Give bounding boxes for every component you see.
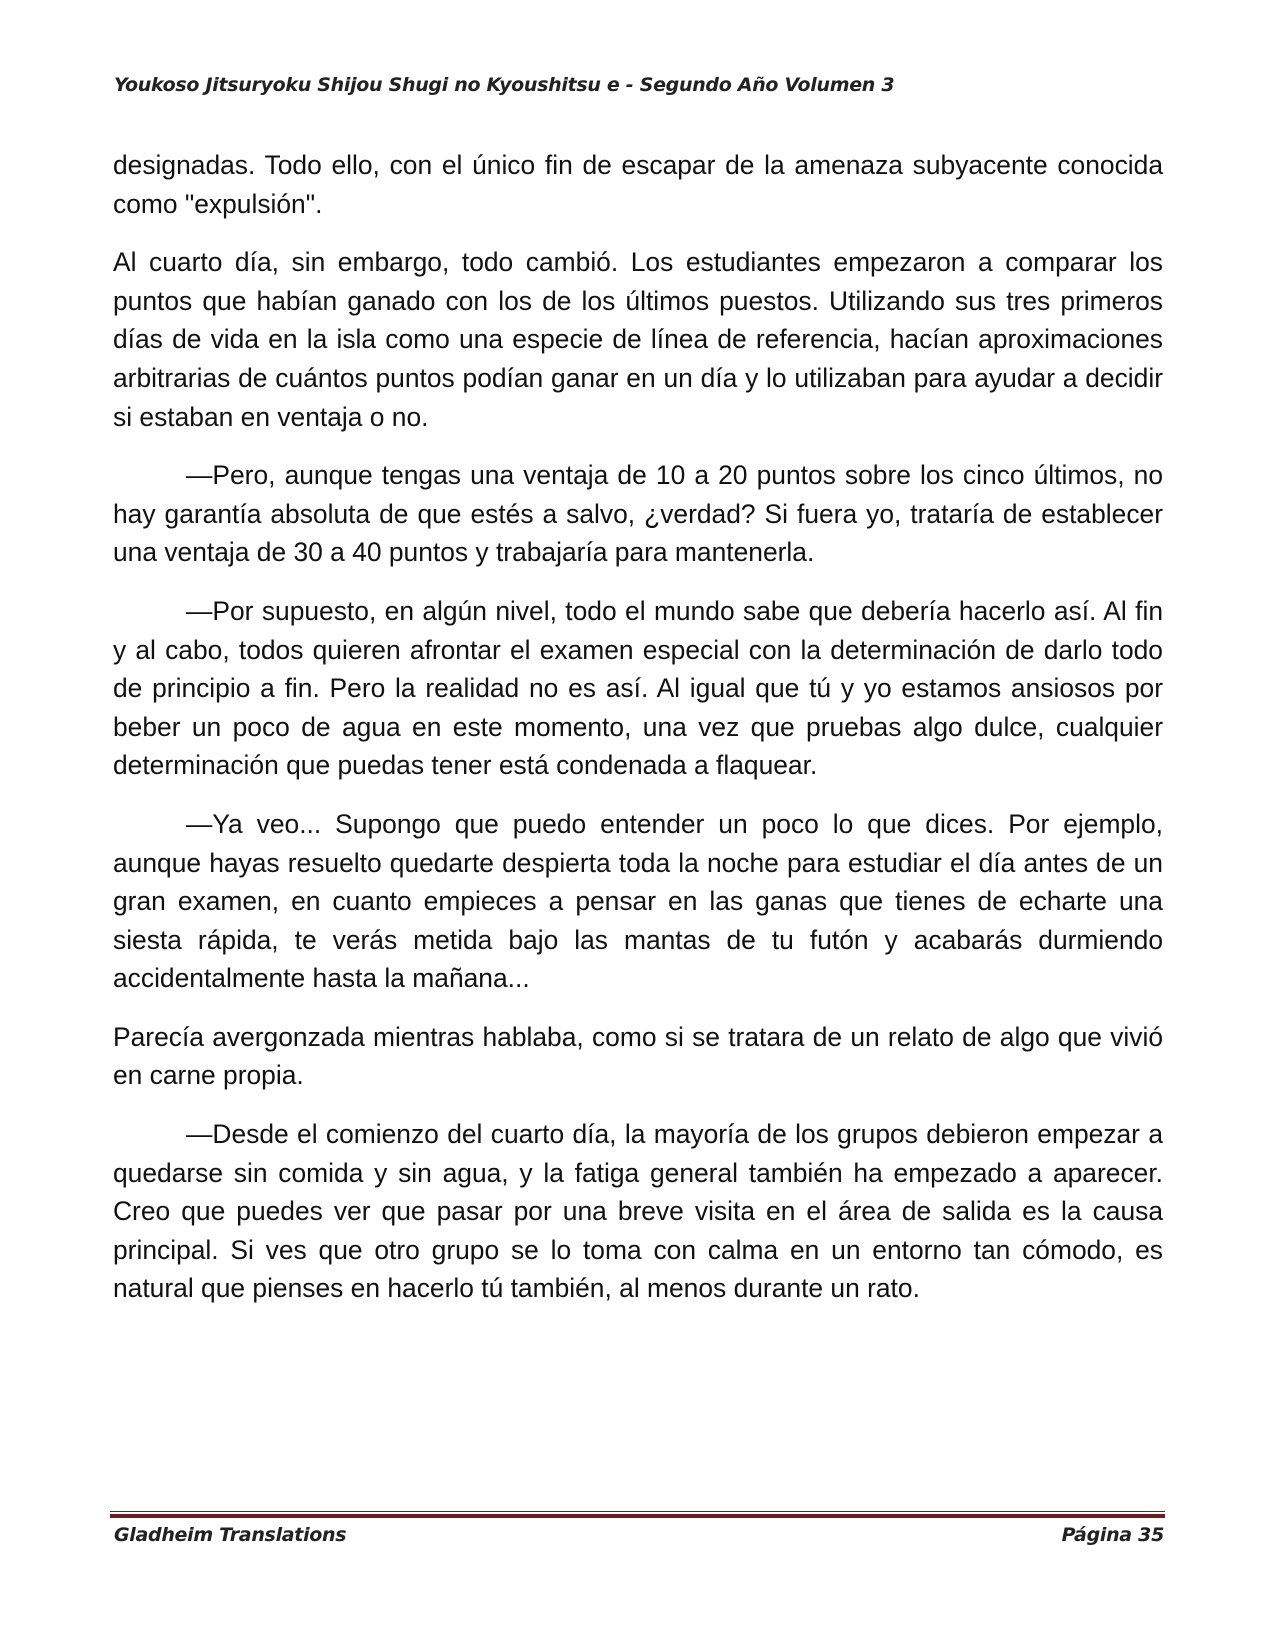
footer-divider-thick-line: [110, 1514, 1165, 1518]
dialog-paragraph: —Por supuesto, en algún nivel, todo el mundo sabe que debería hacerlo así. Al fin y al cabo, todos quieren afrontar el examen especial con la determinación de darlo todo de principio a fin. Pero la realidad no es así. Al igual que tú y yo estamos ansiosos por beber un poco de agua en este momento, una vez que pruebas algo dulce, cualquier determinación que puedas tener está condenada a flaquear.: [113, 595, 1163, 781]
paragraph: Parecía avergonzada mientras hablaba, como si se tratara de un relato de algo que vivió en carne propia.: [113, 1021, 1163, 1091]
paragraph: designadas. Todo ello, con el único fin de escapar de la amenaza subyacente conocida como "expulsión".: [113, 150, 1163, 219]
page-body: [113, 146, 1163, 1328]
paragraph: Al cuarto día, sin embargo, todo cambió. Los estudiantes empezaron a comparar los puntos que habían ganado con los de los últimos puestos. Utilizando sus tres primeros días de vida en la isla como una especie de línea de referencia, hacían aproximaciones arbitrarias de cuántos puntos podían ganar en un día y lo utilizaban para ayudar a decidir si estaban en ventaja o no.: [113, 247, 1163, 432]
footer-page-number: Página 35: [1061, 1524, 1164, 1546]
dialog-paragraph: —Ya veo... Supongo que puedo entender un poco lo que dices. Por ejemplo, aunque hayas resuelto quedarte despierta toda la noche para estudiar el día antes de un gran examen, en cuanto empieces a pensar en las ganas que tienes de echarte una siesta rápida, te verás metida bajo las mantas de tu futón y acabarás durmiendo accidentalmente hasta la mañana...: [113, 808, 1163, 994]
dialog-paragraph: —Desde el comienzo del cuarto día, la mayoría de los grupos debieron empezar a quedarse sin comida y sin agua, y la fatiga general también ha empezado a aparecer. Creo que puedes ver que pasar por una breve visita en el área de salida es la causa principal. Si ves que otro grupo se lo toma con calma en un entorno tan cómodo, es natural que pienses en hacerlo tú también, al menos durante un rato.: [113, 1119, 1163, 1304]
dialog-paragraph: —Pero, aunque tengas una ventaja de 10 a 20 puntos sobre los cinco últimos, no hay garantía absoluta de que estés a salvo, ¿verdad? Si fuera yo, trataría de establecer una ventaja de 30 a 40 puntos y trabajaría para mantenerla.: [113, 460, 1163, 568]
page-header-title: Youkoso Jitsuryoku Shijou Shugi no Kyoushitsu e - Segundo Año Volumen 3: [114, 74, 895, 96]
footer-divider: [110, 1511, 1165, 1518]
footer-publisher: Gladheim Translations: [114, 1524, 347, 1546]
footer-divider-thin-line: [110, 1511, 1165, 1512]
